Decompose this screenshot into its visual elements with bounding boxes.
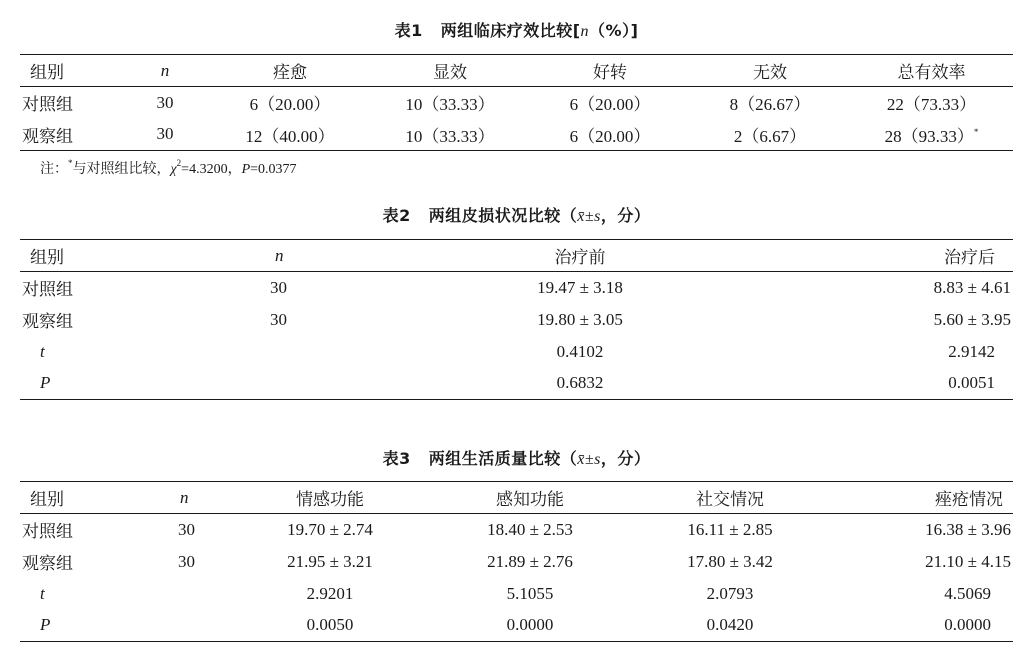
- table2-cell: 8.83 ± 4.61: [933, 277, 1011, 297]
- table1-note: [40, 158, 297, 178]
- table-row: [20, 514, 1013, 546]
- table3-header-acne: 痤疮情况: [830, 482, 1013, 514]
- table3-header-social: 社交情况: [630, 482, 830, 514]
- table3-cell: 18.40 ± 2.53: [487, 519, 573, 539]
- table1-cell: 观察组: [20, 119, 120, 151]
- table2-number: 表2: [382, 206, 411, 225]
- table3-stat-label: P: [20, 610, 140, 642]
- table2-cell: 30: [270, 309, 287, 329]
- table2-cell: 2.9142: [948, 341, 995, 361]
- table2-title: 两组皮损状况比较（: [428, 206, 578, 225]
- table2-header-before: 治疗前: [360, 240, 800, 272]
- table3-cell: 0.0050: [230, 610, 430, 642]
- table3-title: 两组生活质量比较（: [428, 449, 578, 468]
- table3: [20, 481, 1013, 642]
- table1-cell: 8（26.67）: [729, 95, 811, 115]
- table2-title-tail: ，分）: [600, 206, 651, 225]
- table2-header-n: n: [200, 240, 360, 272]
- table2-header-row: [20, 240, 1013, 272]
- table3-cell: 4.5069: [944, 583, 991, 603]
- table1-cell: 22（73.33）: [886, 95, 977, 115]
- table3-cell: 17.80 ± 3.42: [687, 551, 773, 571]
- note-chi: χ: [170, 162, 177, 177]
- table1-header-n: n: [120, 55, 210, 87]
- table3-cell: 21.10 ± 4.15: [925, 551, 1011, 571]
- table2-cell: [200, 336, 360, 368]
- table1-number: 表1: [394, 21, 423, 40]
- table3-cell: [140, 578, 230, 610]
- table1-cell: 30: [120, 119, 210, 151]
- table3-stat-label: t: [40, 583, 45, 603]
- table3-header-n: n: [140, 482, 230, 514]
- table2-cell: 30: [270, 277, 287, 297]
- table3-number: 表3: [382, 449, 411, 468]
- table3-cell: 2.0793: [706, 583, 754, 603]
- table3-cell: 0.0000: [430, 610, 630, 642]
- table2-stat-label: t: [40, 341, 45, 361]
- table1-cell: 6（20.00）: [569, 95, 651, 115]
- table1-header-row: [20, 55, 1013, 87]
- table1-header-improved: 好转: [530, 55, 690, 87]
- table3-cell: 16.38 ± 3.96: [925, 519, 1011, 539]
- table2-stat-label: P: [20, 368, 200, 400]
- table1-cell: 6（20.00）: [249, 95, 331, 115]
- note-p: P: [241, 162, 251, 177]
- table1-caption: [0, 18, 1033, 41]
- table-row: [20, 578, 1013, 610]
- note-prefix: 注：: [40, 162, 68, 177]
- table3-header-row: [20, 482, 1013, 514]
- table1-cell-total-value: 28（93.33）: [884, 126, 974, 146]
- table3-caption: [0, 446, 1033, 469]
- table2-title-stat: x̄±s: [577, 208, 601, 225]
- table-row: [20, 336, 1013, 368]
- table1-header-cured: 痊愈: [210, 55, 370, 87]
- table3-cell: 2.9201: [306, 583, 354, 603]
- table1-cell: 30: [156, 92, 174, 112]
- table1-cell: 12（40.00）: [210, 119, 370, 151]
- table2-cell: 0.6832: [360, 368, 800, 400]
- table3-cell: 30: [178, 519, 195, 539]
- table3-header-emotion: 情感功能: [230, 482, 430, 514]
- table1-header-total-rate: 总有效率: [850, 55, 1013, 87]
- table3-cell: 30: [178, 551, 195, 571]
- table1-cell: 2（6.67）: [690, 119, 850, 151]
- table2-cell: 对照组: [22, 280, 73, 300]
- table3-header-group: 组别: [20, 482, 140, 514]
- table3-cell: [140, 610, 230, 642]
- significance-mark: *: [973, 126, 979, 137]
- table-row: [20, 546, 1013, 578]
- table-row: [20, 368, 1013, 400]
- note-p-value: =0.0377: [250, 162, 297, 177]
- table3-cell: 16.11 ± 2.85: [687, 519, 773, 539]
- table2-cell: [200, 368, 360, 400]
- table2-cell: 观察组: [22, 312, 73, 331]
- table1-cell-total: [850, 119, 1013, 151]
- table2-header-after: 治疗后: [800, 240, 1013, 272]
- table3-cell: 0.0420: [630, 610, 830, 642]
- table1-title: 两组临床疗效比较[: [440, 21, 581, 40]
- note-chi-sup: 2: [176, 158, 182, 168]
- table3-cell: 19.70 ± 2.74: [287, 519, 373, 539]
- table2-caption: [0, 203, 1033, 226]
- table2: [20, 239, 1013, 400]
- table2-cell: 5.60 ± 3.95: [933, 309, 1011, 329]
- table-row: [20, 610, 1013, 642]
- table1-title-n: n: [580, 23, 590, 40]
- table1-cell: 对照组: [22, 95, 73, 115]
- table1-cell: 6（20.00）: [530, 119, 690, 151]
- table3-title-stat: x̄±s: [577, 451, 601, 468]
- table1-cell: 10（33.33）: [405, 95, 495, 115]
- note-mark: *: [68, 158, 73, 168]
- note-chi-value: =4.3200，: [181, 162, 242, 177]
- table3-header-perception: 感知功能: [430, 482, 630, 514]
- table3-cell: 21.95 ± 3.21: [287, 551, 373, 571]
- table1-cell: 10（33.33）: [370, 119, 530, 151]
- table2-cell: 19.80 ± 3.05: [537, 309, 623, 329]
- note-text: 与对照组比较，: [72, 162, 171, 177]
- table-row: [20, 304, 1013, 336]
- table-row: [20, 119, 1013, 151]
- table2-cell: 19.47 ± 3.18: [537, 277, 623, 297]
- table1-header-group: 组别: [20, 55, 120, 87]
- table3-cell: 对照组: [22, 522, 73, 542]
- table-row: [20, 87, 1013, 119]
- table1-header-ineffective: 无效: [690, 55, 850, 87]
- table-row: [20, 272, 1013, 304]
- table1-title-tail: （%）]: [589, 21, 639, 40]
- table3-title-tail: ，分）: [600, 449, 651, 468]
- table3-cell: 观察组: [22, 554, 73, 573]
- table3-cell: 5.1055: [506, 583, 554, 603]
- table2-header-group: 组别: [20, 240, 200, 272]
- table1-header-markedly: 显效: [370, 55, 530, 87]
- table3-cell: 0.0000: [830, 610, 1013, 642]
- table3-cell: 21.89 ± 2.76: [487, 551, 573, 571]
- table1: [20, 54, 1013, 151]
- table2-cell: 0.4102: [556, 341, 604, 361]
- table2-cell: 0.0051: [800, 368, 1013, 400]
